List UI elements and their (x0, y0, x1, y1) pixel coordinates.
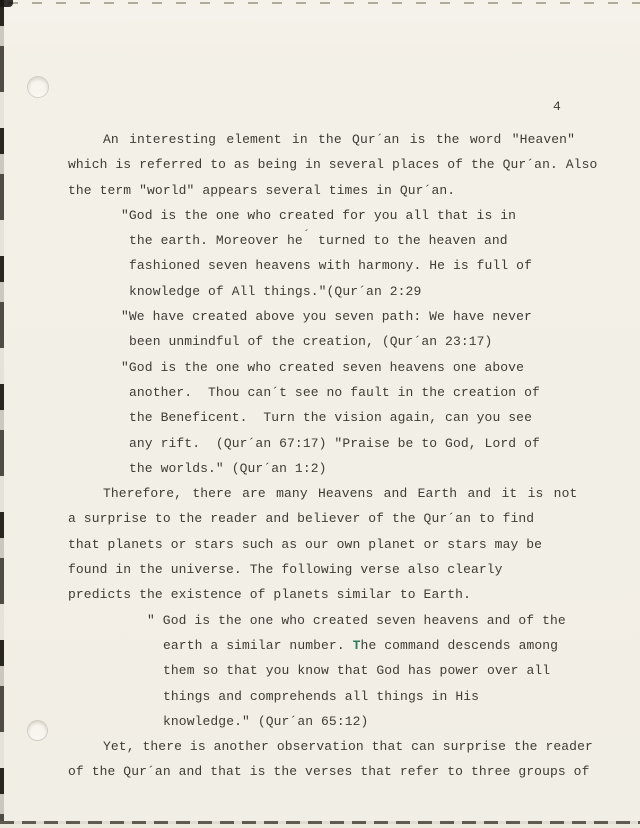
text-line: knowledge." (Qur´an 65:12) (163, 713, 369, 729)
text-line: any rift. (Qur´an 67:17) "Praise be to God, Lord of (129, 435, 540, 451)
text-line (0, 633, 640, 658)
text-line: An interesting element in the Qur´an is the word "Heaven" (103, 132, 575, 147)
text-line: knowledge of All things."(Qur´an 2:29 (129, 283, 422, 299)
text-line: which is referred to as being in several places of the Qur´an. Also (68, 157, 598, 173)
text-line: Therefore, there are many Heavens and Earth and it is not (103, 486, 578, 502)
text-line: Yet, there is another observation that can surprise the reader (103, 739, 593, 755)
paragraph-1 (0, 127, 640, 203)
text-segment: earth a similar number. (163, 637, 353, 653)
quote-block-3 (0, 355, 640, 481)
perforation-edge-top (8, 2, 640, 4)
text-line: another. Thou can´t see no fault in the creation of (129, 384, 540, 400)
text-line: "God is the one who created for you all that is in (121, 207, 517, 223)
scan-corner-artifact (0, 0, 13, 7)
text-line: them so that you know that God has power over all (163, 663, 551, 679)
scan-edge-bottom (0, 824, 640, 828)
typo-correction-mark: ´ (302, 228, 311, 243)
text-line: of the Qur´an and that is the verses that refer to three groups of (68, 764, 590, 780)
handwritten-correction-letter: T (352, 637, 361, 653)
text-segment: turned to the heaven and (310, 233, 508, 249)
text-line: the Beneficent. Turn the vision again, can you see (129, 410, 532, 426)
text-line: "God is the one who created seven heavens one above (121, 359, 524, 375)
quote-block-2 (0, 304, 640, 355)
text-line: the term "world" appears several times in Qur´an. (68, 182, 456, 198)
text-line: predicts the existence of planets similar to Earth. (68, 587, 471, 603)
text-line: " God is the one who created seven heavens and of the (147, 612, 566, 628)
text-line: been unmindful of the creation, (Qur´an 23:17) (129, 334, 493, 350)
text-line: found in the universe. The following verse also clearly (68, 562, 503, 578)
text-line: things and comprehends all things in His (163, 688, 480, 704)
paragraph-2 (0, 481, 640, 607)
quote-block-1 (0, 203, 640, 304)
quote-block-4 (0, 608, 640, 734)
text-line: "We have created above you seven path: We have never (121, 309, 532, 325)
text-segment: the earth. Moreover he (129, 233, 303, 249)
text-line (0, 228, 640, 253)
paragraph-3 (0, 734, 640, 785)
text-line: that planets or stars such as our own planet or stars may be (68, 536, 543, 552)
text-line: fashioned seven heavens with harmony. He is full of (129, 258, 532, 274)
text-line: the worlds." (Qur´an 1:2) (129, 460, 327, 476)
hole-punch-top (28, 77, 48, 97)
text-line: a surprise to the reader and believer of the Qur´an to find (68, 511, 535, 527)
document-body (0, 127, 640, 785)
page-number: 4 (553, 99, 561, 114)
text-segment: he command descends among (360, 637, 559, 653)
